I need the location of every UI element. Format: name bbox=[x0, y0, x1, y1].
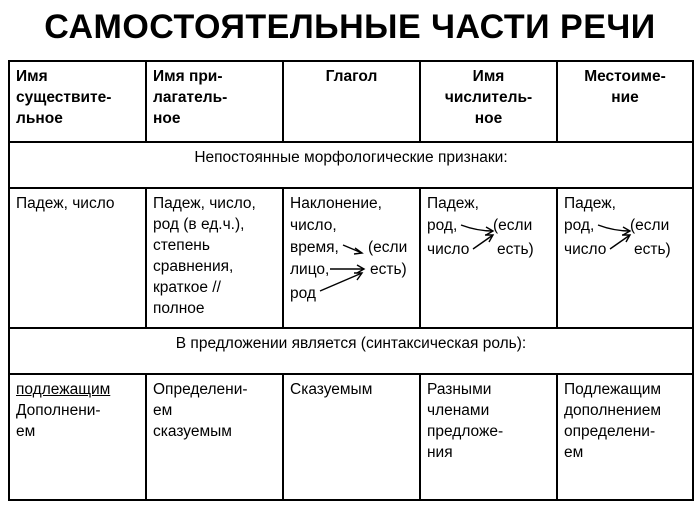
arrow-pron-number bbox=[610, 235, 630, 249]
morph-adjective: Падеж, число, род (в ед.ч.), степень сравнения, краткое // полное bbox=[146, 188, 283, 328]
arrowhead-time bbox=[354, 248, 362, 254]
arrow-num-number bbox=[473, 235, 493, 249]
syntax-pronoun: Подлежащим дополнением определени- ем bbox=[557, 374, 693, 500]
syntax-verb: Сказуемым bbox=[283, 374, 420, 500]
arrowhead-num-number bbox=[485, 235, 493, 242]
band-morphology-text: Непостоянные морфологические признаки: bbox=[9, 142, 693, 188]
arrowhead-gender bbox=[354, 273, 362, 280]
syntax-noun: подлежащим Дополнени- ем bbox=[9, 374, 146, 500]
arrowhead-person bbox=[357, 265, 364, 273]
arrow-pron-gender bbox=[598, 225, 630, 231]
morph-verb: Наклонение, число, время, (если лицо, есть) род bbox=[283, 188, 420, 328]
parts-of-speech-table bbox=[8, 60, 694, 501]
header-verb: Глагол bbox=[283, 61, 420, 142]
header-noun: Имя существите- льное bbox=[9, 61, 146, 142]
arrow-num-gender bbox=[461, 225, 493, 231]
arrowhead-num-gender bbox=[486, 227, 493, 235]
syntax-adjective: Определени- ем сказуемым bbox=[146, 374, 283, 500]
band-syntax-text: В предложении является (синтаксическая роль): bbox=[9, 328, 693, 374]
arrow-time bbox=[343, 245, 362, 253]
syntax-row bbox=[9, 374, 693, 500]
morph-noun: Падеж, число bbox=[9, 188, 146, 328]
header-numeral: Имя числитель- ное bbox=[420, 61, 557, 142]
morph-pronoun: Падеж, род, (если число есть) bbox=[557, 188, 693, 328]
page-title: САМОСТОЯТЕЛЬНЫЕ ЧАСТИ РЕЧИ bbox=[44, 8, 656, 46]
arrowhead-pron-number bbox=[622, 235, 630, 242]
band-morphology bbox=[9, 142, 693, 188]
arrowhead-pron-gender bbox=[623, 227, 630, 235]
header-row bbox=[9, 61, 693, 142]
header-pronoun: Местоиме- ние bbox=[557, 61, 693, 142]
morph-numeral: Падеж, род, (если число есть) bbox=[420, 188, 557, 328]
syntax-numeral: Разными членами предложе- ния bbox=[420, 374, 557, 500]
morphology-row bbox=[9, 188, 693, 328]
band-syntax bbox=[9, 328, 693, 374]
header-adjective: Имя при- лагатель- ное bbox=[146, 61, 283, 142]
